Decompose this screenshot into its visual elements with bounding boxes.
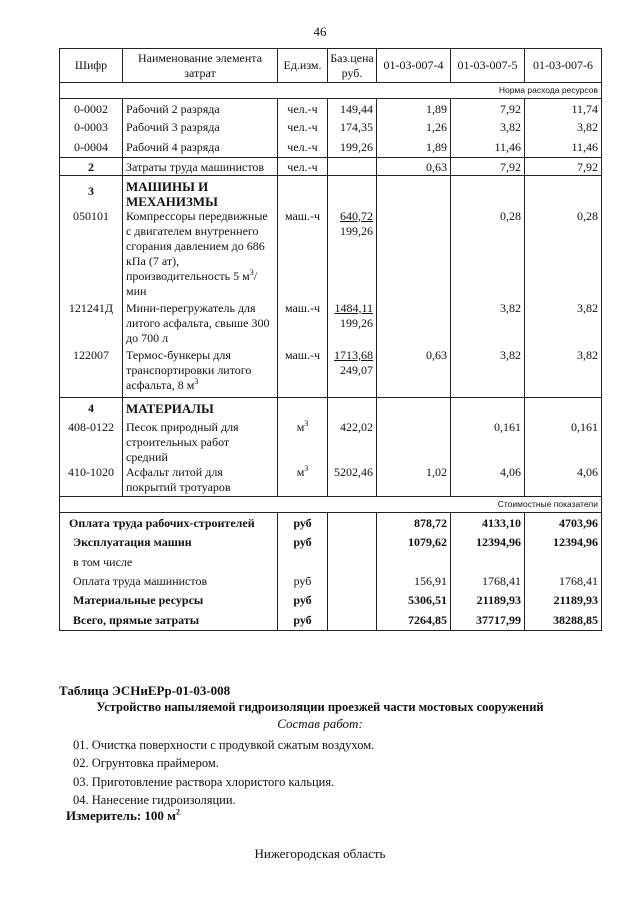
header-col4: 01-03-007-4 [377,49,451,83]
norm-label: Норма расхода ресурсов [60,83,602,99]
table-row: 0-0004 Рабочий 4 разряда чел.-ч 199,26 1,89 11,46 11,46 [60,137,602,157]
header-col6: 01-03-007-6 [525,49,602,83]
works-list [73,736,374,809]
cost-row: Всего, прямые затраты руб 7264,85 37717,99 38288,85 [60,611,602,631]
list-item: 01. Очистка поверхности с продувкой сжатым воздухом. [73,738,375,752]
page-number: 46 [313,24,327,39]
table-row: 121241Д Мини-перегружатель для литого асфальта, свыше 300 до 700 л маш.-ч 1484,11 199,26 3,82 3,82 [60,301,602,348]
header-name: Наименование элемента затрат [123,49,278,83]
header-price: Баз.цена руб. [328,49,377,83]
next-table-title: Таблица ЭСНиЕРр-01-03-008 [59,683,231,698]
table-row: 410-1020 Асфальт литой для покрытий тротуаров $м^3$ 5202,46 1,02 4,06 4,06 [60,465,602,497]
meter-label: Измеритель: 100 $м^2$ [66,807,181,823]
table-row: 0-0003 Рабочий 3 разряда чел.-ч 174,35 1,26 3,82 3,82 [60,117,602,137]
footer-region: Нижегородская область [254,846,386,861]
composition-heading: Состав работ: [277,716,363,731]
list-item: 04. Нанесение гидроизоляции. [73,792,236,807]
table-row: 122007 Термос-бункеры для транспортировки литого асфальта, 8 $м^3$ маш.-ч 1713,68 249,07 0,63 3,82 3,82 [60,348,602,398]
cost-separator-row [60,497,602,513]
header-col5: 01-03-007-5 [451,49,525,83]
header-code: Шифр [60,49,123,83]
table-row: 050101 Компрессоры передвижные с двигателем внутреннего сгорания давлением до 686 кПа (7 ат), производительность 5 $м^3$/мин маш.-ч 640,72 199,26 0,28 0,28 [60,209,602,301]
table-header-row [60,49,602,83]
list-item: 02. Огрунтовка праймером. [73,756,219,771]
table-row: 0-0002 Рабочий 2 разряда чел.-ч 149,44 1,89 7,92 11,74 [60,99,602,118]
cost-row: в том числе [60,553,602,572]
cost-row: Эксплуатация машин руб 1079,62 12394,96 12394,96 [60,533,602,553]
norm-separator-row [60,83,602,99]
cost-row: Оплата труда рабочих-строителей руб 878,72 4133,10 4703,96 [60,513,602,533]
table-row: 408-0122 Песок природный для строительных работ средний $м^3$ 422,02 0,161 0,161 [60,418,602,465]
cost-row: Оплата труда машинистов руб 156,91 1768,41 1768,41 [60,572,602,591]
next-table-subtitle: Устройство напыляемой гидроизоляции проезжей части мостовых сооружений [96,700,544,714]
cost-row: Материальные ресурсы руб 5306,51 21189,93 21189,93 [60,591,602,611]
machinist-labor-row: 2 Затраты труда машинистов чел.-ч 0,63 7,92 7,92 [60,157,602,175]
materials-section-row: 4 МАТЕРИАЛЫ [60,398,602,418]
list-item: 03. Приготовление раствора хлористого кальция. [73,774,335,789]
resource-norms-table [59,48,602,631]
machines-section-row: 3 МАШИНЫ И МЕХАНИЗМЫ [60,175,602,209]
cost-label: Стоимостные показатели [60,497,602,513]
header-unit: Ед.изм. [278,49,328,83]
